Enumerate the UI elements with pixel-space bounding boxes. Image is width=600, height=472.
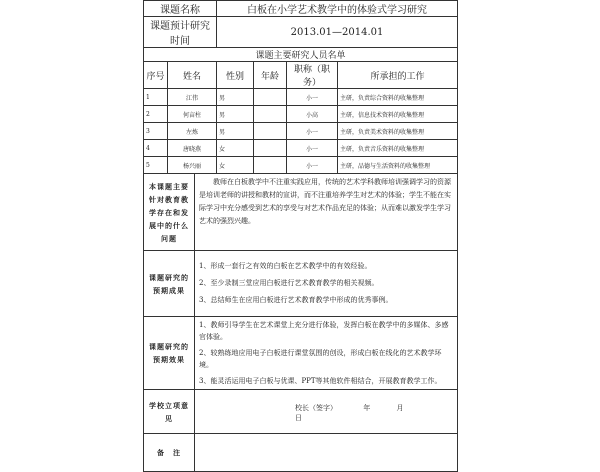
month-label: 月 (396, 404, 404, 412)
notes-value (195, 434, 458, 472)
row-number: 5 (144, 157, 168, 174)
details-table (143, 173, 458, 472)
member-work: 主研，品德与生活资料的收集整理 (338, 157, 458, 174)
principal-signature-label: 校长（签字） (295, 404, 337, 412)
time-value: 2013.01—2014.01 (217, 17, 458, 48)
member-age (254, 106, 287, 123)
member-name: 江伟 (168, 89, 217, 106)
member-name: 杨兴丽 (168, 157, 217, 174)
problem-text: 教师在白板教学中不注重实践应用，传统的艺术学科教师培训强调学习的资源是培训老师的讲授和教材的宣讲，而不注重培养学生对艺术的体验；学生不能在实际学习中充分感受到艺术的享受与对艺术作品充足的体验；从而难以激发学生学习艺术的强烈兴趣。 (195, 174, 458, 251)
list-item: 2、至少录制三堂应用白板进行艺术教育教学的相关视频。 (199, 279, 379, 287)
effects-label: 课题研究的预期效果 (144, 317, 195, 390)
member-gender: 男 (217, 123, 254, 140)
members-section-title: 课题主要研究人员名单 (144, 48, 458, 62)
member-age (254, 123, 287, 140)
members-table (143, 47, 458, 174)
column-header: 序号 (144, 62, 168, 89)
member-work: 主研，负责综合资料的收集整理 (338, 89, 458, 106)
column-header: 所承担的工作 (338, 62, 458, 89)
member-title: 小一 (287, 89, 338, 106)
member-gender: 男 (217, 106, 254, 123)
column-header: 职称（职务） (287, 62, 338, 89)
application-form (143, 0, 458, 457)
row-number: 4 (144, 140, 168, 157)
member-work: 主研，负责美术资料的收集整理 (338, 123, 458, 140)
results-label: 课题研究的预期成果 (144, 251, 195, 317)
list-item: 2、较熟练地应用电子白板进行课堂氛围的创设，形成白板在线化的艺术教学环境。 (199, 349, 442, 369)
list-item: 3、能灵活运用电子白板与优课、PPT等其他软件相结合，开展教育教学工作。 (199, 377, 442, 385)
list-item: 3、总结师生在应用白板进行艺术教育教学中形成的优秀事例。 (199, 296, 393, 304)
list-item: 1、形成一套行之有效的白板在艺术教学中的有效经验。 (199, 262, 372, 270)
table-row (144, 89, 458, 106)
table-row (144, 157, 458, 174)
member-age (254, 157, 287, 174)
form-header-table (143, 0, 458, 48)
member-age (254, 89, 287, 106)
table-row (144, 140, 458, 157)
table-row (144, 123, 458, 140)
approval-label: 学校立项意见 (144, 390, 195, 434)
member-age (254, 140, 287, 157)
member-work: 主研，负责音乐资料的收集整理 (338, 140, 458, 157)
results-list (195, 251, 458, 317)
problem-label: 本课题主要针对教育教学存在和发展中的什么问题 (144, 174, 195, 251)
list-item: 1、教师引导学生在艺术课堂上充分进行体验，发挥白板在教学中的多媒体、多感官体验。 (199, 321, 449, 341)
row-number: 2 (144, 106, 168, 123)
year-label: 年 (363, 404, 371, 412)
approval-signature (195, 390, 458, 434)
title-value: 白板在小学艺术教学中的体验式学习研究 (217, 1, 458, 17)
member-name: 唐晓燕 (168, 140, 217, 157)
table-row (144, 106, 458, 123)
member-name: 何亩柱 (168, 106, 217, 123)
day-label: 日 (295, 414, 302, 422)
title-label: 课题名称 (144, 1, 217, 17)
member-title: 小高 (287, 106, 338, 123)
time-label: 课题预计研究时间 (144, 17, 217, 48)
notes-label: 备 注 (144, 434, 195, 472)
member-title: 小一 (287, 123, 338, 140)
member-title: 小一 (287, 140, 338, 157)
column-header: 年龄 (254, 62, 287, 89)
effects-list (195, 317, 458, 390)
row-number: 1 (144, 89, 168, 106)
member-gender: 女 (217, 157, 254, 174)
member-gender: 女 (217, 140, 254, 157)
column-header: 性别 (217, 62, 254, 89)
member-title: 小一 (287, 157, 338, 174)
member-name: 左炼 (168, 123, 217, 140)
column-header: 姓名 (168, 62, 217, 89)
member-gender: 男 (217, 89, 254, 106)
row-number: 3 (144, 123, 168, 140)
member-work: 主研，信息技术资料的收集整理 (338, 106, 458, 123)
